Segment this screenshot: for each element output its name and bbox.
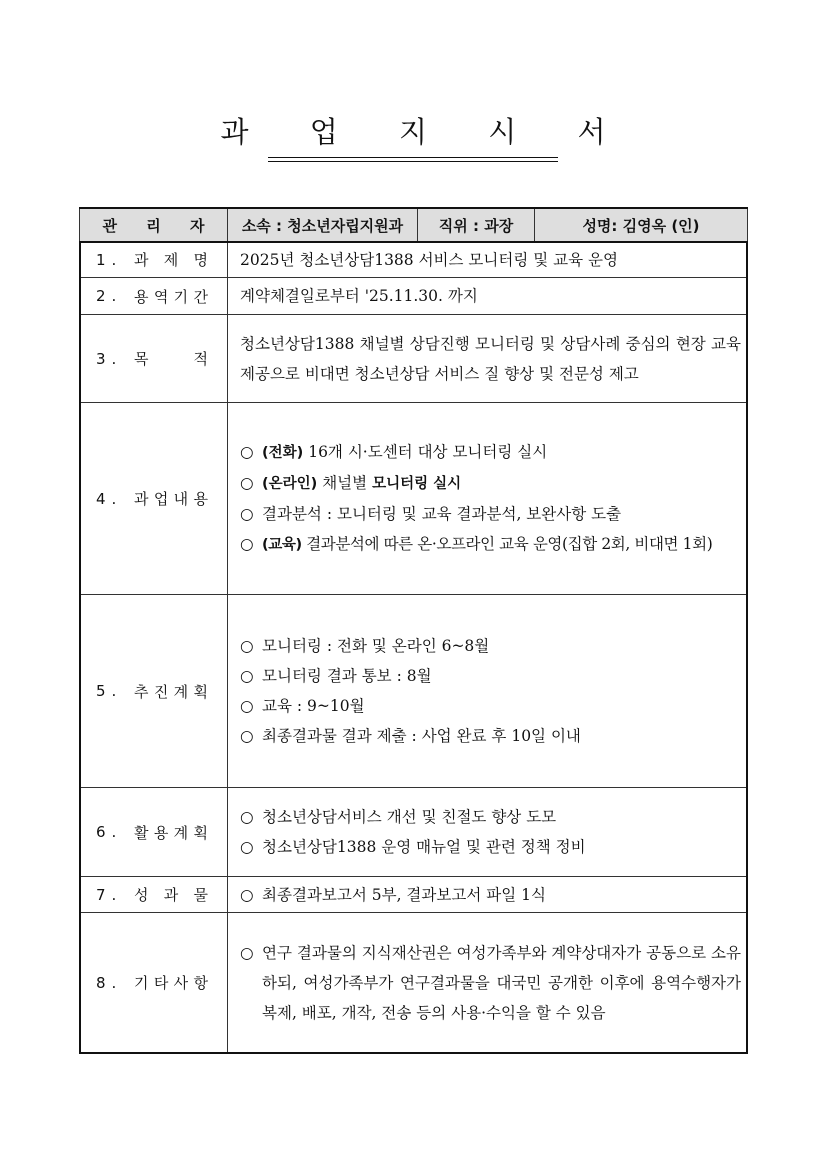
list-item: ○ 최종결과물 결과 제출 : 사업 완료 후 10일 이내 bbox=[240, 727, 581, 745]
list-item: ○ 최종결과보고서 5부, 결과보고서 파일 1식 bbox=[240, 885, 546, 904]
row-label-text: 7. 성 과 물 bbox=[96, 885, 208, 904]
row-label-text: 4. 과 업 내 용 bbox=[96, 489, 208, 508]
label-task-content bbox=[80, 403, 228, 595]
task-content-list bbox=[228, 403, 748, 595]
row-label-text: 3. 목 적 bbox=[96, 349, 208, 368]
row-usage bbox=[80, 788, 748, 877]
label-other bbox=[80, 913, 228, 1053]
position-field: 직위 : 과장 bbox=[418, 208, 535, 242]
service-period-value: 계약체결일로부터 '25.11.30. 까지 bbox=[228, 278, 748, 315]
purpose-value: 청소년상담1388 채널별 상담진행 모니터링 및 상담사례 중심의 현장 교육 제공으로 비대면 청소년상담 서비스 질 향상 및 전문성 제고 bbox=[228, 315, 748, 403]
task-name-value: 2025년 청소년상담1388 서비스 모니터링 및 교육 운영 bbox=[228, 242, 748, 278]
list-item: ○ 연구 결과물의 지식재산권은 여성가족부와 계약상대자가 공동으로 소유하되, 여성가족부가 연구결과물을 대국민 공개한 이후에 용역수행자가 복제, 배포, 개작, 전송 등의 사용·수익을 할 수 있음 bbox=[240, 943, 741, 1022]
label-deliverables bbox=[80, 877, 228, 913]
list-item: ○ 청소년상담1388 운영 매뉴얼 및 관련 정책 정비 bbox=[240, 838, 586, 856]
label-service-period bbox=[80, 278, 228, 315]
header-row bbox=[80, 208, 748, 242]
row-task-name bbox=[80, 242, 748, 278]
name-field: 성명: 김영옥 (인) bbox=[535, 208, 748, 242]
list-item: ○ 모니터링 : 전화 및 온라인 6~8월 bbox=[240, 637, 490, 655]
document-title: 과 업 지 시 서 bbox=[220, 115, 632, 149]
row-purpose bbox=[80, 315, 748, 403]
row-label-text: 8. 기 타 사 항 bbox=[96, 973, 208, 992]
list-item: ○ 결과분석 : 모니터링 및 교육 결과분석, 보완사항 도출 bbox=[240, 505, 622, 523]
work-order-table bbox=[79, 207, 748, 1053]
row-service-period bbox=[80, 278, 748, 315]
list-item: ○ (전화) 16개 시·도센터 대상 모니터링 실시 bbox=[240, 443, 548, 461]
deliverables-list bbox=[228, 877, 748, 913]
title-underline-1 bbox=[268, 157, 558, 158]
row-other bbox=[80, 913, 748, 1053]
label-usage bbox=[80, 788, 228, 877]
title-underline-2 bbox=[268, 161, 558, 162]
list-item: ○ 교육 : 9~10월 bbox=[240, 697, 365, 715]
list-item: ○ 청소년상담서비스 개선 및 친절도 향상 도모 bbox=[240, 808, 557, 826]
row-label-text: 2. 용 역 기 간 bbox=[96, 287, 208, 306]
label-plan bbox=[80, 595, 228, 788]
row-label-text: 6. 활 용 계 획 bbox=[96, 823, 208, 842]
list-item: ○ (교육) 결과분석에 따른 온·오프라인 교육 운영(집합 2회, 비대면 1회) bbox=[240, 535, 713, 553]
list-item: ○ 모니터링 결과 통보 : 8월 bbox=[240, 667, 432, 685]
label-task-name bbox=[80, 242, 228, 278]
usage-list bbox=[228, 788, 748, 877]
other-list bbox=[228, 913, 748, 1053]
row-plan bbox=[80, 595, 748, 788]
list-item: ○ (온라인) 채널별 모니터링 실시 bbox=[240, 474, 462, 492]
row-task-content bbox=[80, 403, 748, 595]
row-label-text: 1. 과 제 명 bbox=[96, 250, 208, 269]
affiliation-field: 소속 : 청소년자립지원과 bbox=[228, 208, 418, 242]
manager-label: 관 리 자 bbox=[80, 208, 228, 242]
row-label-text: 5. 추 진 계 획 bbox=[96, 682, 208, 701]
plan-list bbox=[228, 595, 748, 788]
row-deliverables bbox=[80, 877, 748, 913]
label-purpose bbox=[80, 315, 228, 403]
